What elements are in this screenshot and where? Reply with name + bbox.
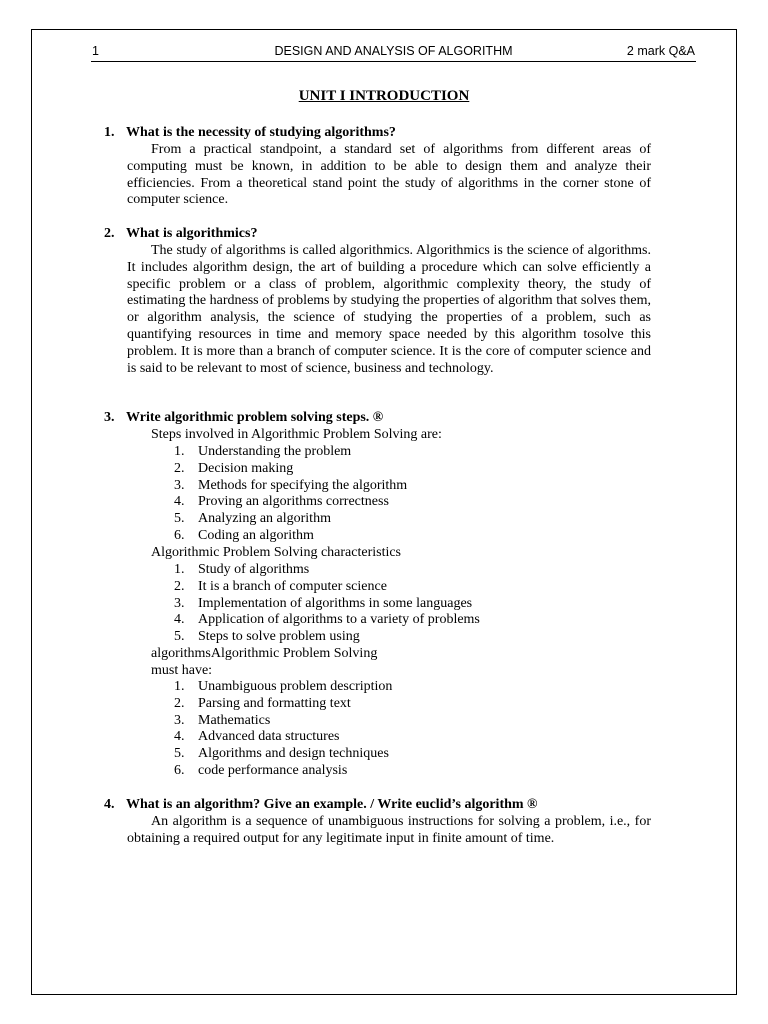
list-item: 6. code performance analysis: [174, 762, 348, 778]
unit-title: UNIT I INTRODUCTION: [298, 88, 470, 104]
document-title: DESIGN AND ANALYSIS OF ALGORITHM: [274, 44, 513, 58]
page-number: 1: [92, 44, 99, 58]
characteristics-intro: Algorithmic Problem Solving characteristics: [151, 545, 402, 560]
question-number: 4.: [104, 797, 115, 812]
list-item: 5. Algorithms and design techniques: [174, 746, 389, 762]
question-number: 3.: [104, 410, 115, 425]
steps-list: [174, 444, 407, 545]
list-item: 2. Decision making: [174, 460, 294, 476]
question-number: 1.: [104, 125, 115, 140]
running-header: [91, 43, 696, 62]
question-3-title: [104, 410, 383, 427]
continuation-line-1: algorithmsAlgorithmic Problem Solving: [151, 646, 378, 661]
question-1-answer: From a practical standpoint, a standard set of algorithms from different areas of computing must be known, in addition to be able to design them and analyze their efficiencies. From a theoretical stand point the study of algorithms in the corner stone of computer science.: [127, 142, 651, 208]
list-item: 3. Methods for specifying the algorithm: [174, 477, 408, 493]
question-text: Write algorithmic problem solving steps. ®: [126, 410, 384, 425]
question-text: What is algorithmics?: [126, 226, 258, 241]
list-item: 3. Mathematics: [174, 712, 271, 728]
list-item: 5. Analyzing an algorithm: [174, 511, 331, 527]
list-item: 2. It is a branch of computer science: [174, 578, 387, 594]
question-2-title: [104, 226, 257, 243]
characteristics-list: [174, 562, 480, 646]
list-item: 1. Unambiguous problem description: [174, 679, 393, 694]
list-item: 6. Coding an algorithm: [174, 527, 314, 543]
list-item: 4. Advanced data structures: [174, 729, 340, 745]
list-item: 1. Understanding the problem: [174, 444, 352, 459]
question-2-answer: The study of algorithms is called algorithmics. Algorithmics is the science of algorithms. It includes algorithm design, the art of building a procedure which can solve efficiently a specific problem or a class of problem, algorithmic complexity theory, the study of estimating the hardness of problems by studying the properties of algorithm that solves them, or algorithm analysis, the science of studying the properties of a problem, such as quantifying resources in time and memory space needed by this algorithm tosolve this problem. It is more than a branch of computer science. It is the core of computer science and is said to be relevant to most of science, business and technology.: [127, 243, 651, 376]
question-4-answer: An algorithm is a sequence of unambiguous instructions for solving a problem, i.e., for obtaining a required output for any legitimate input in finite amount of time.: [127, 814, 651, 846]
steps-intro: Steps involved in Algorithmic Problem Solving are:: [151, 427, 442, 442]
document-tag: 2 mark Q&A: [626, 44, 695, 58]
question-1-title: [104, 125, 396, 142]
question-text: What is an algorithm? Give an example. / Write euclid’s algorithm ®: [126, 797, 538, 812]
list-item: 3. Implementation of algorithms in some languages: [174, 595, 473, 611]
list-item: 1. Study of algorithms: [174, 562, 310, 577]
question-text: What is the necessity of studying algorithms?: [126, 125, 396, 140]
list-item: 4. Proving an algorithms correctness: [174, 494, 389, 510]
question-number: 2.: [104, 226, 115, 241]
must-have-list: [174, 679, 392, 780]
list-item: 4. Application of algorithms to a variety of problems: [174, 612, 480, 628]
list-item: 2. Parsing and formatting text: [174, 695, 351, 711]
list-item: 5. Steps to solve problem using: [174, 629, 360, 645]
question-4-title: [104, 797, 538, 814]
continuation-line-2: must have:: [151, 663, 213, 678]
